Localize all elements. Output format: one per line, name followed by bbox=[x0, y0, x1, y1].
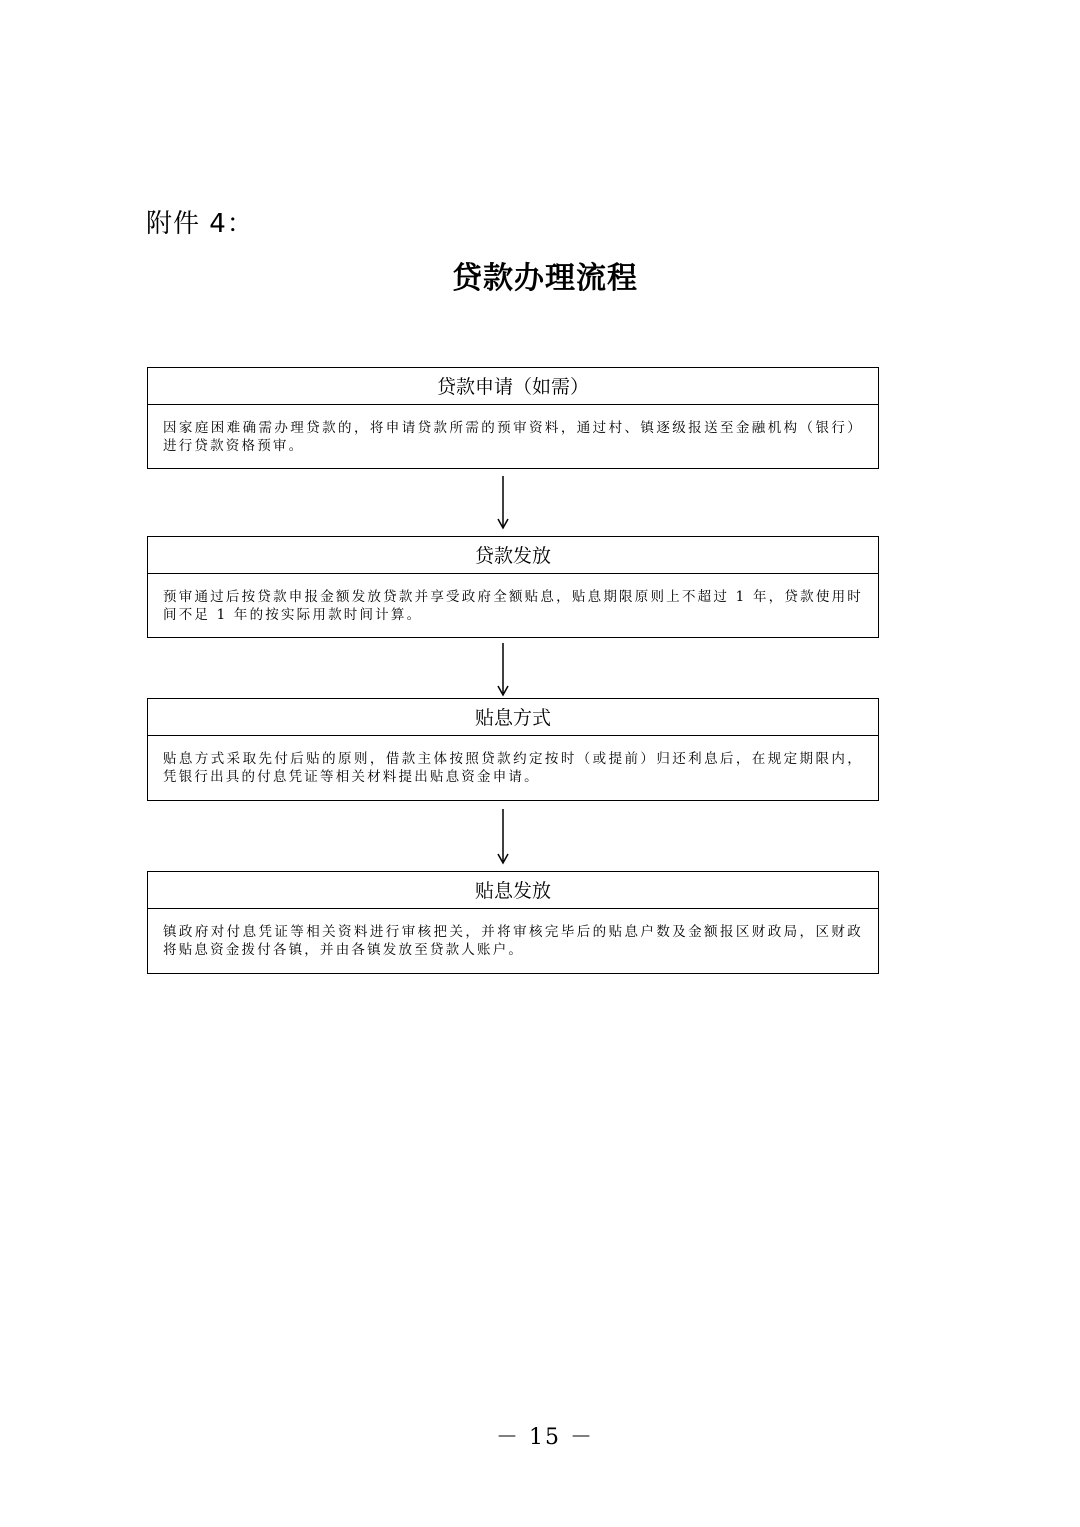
flow-arrow-down-icon bbox=[494, 643, 512, 697]
step-title: 贷款发放 bbox=[148, 537, 878, 574]
flow-step-loan-disbursement bbox=[147, 536, 879, 638]
flow-step-subsidy-disbursement bbox=[147, 871, 879, 974]
step-description: 因家庭困难确需办理贷款的，将申请贷款所需的预审资料，通过村、镇逐级报送至金融机构（银行）进行贷款资格预审。 bbox=[163, 420, 863, 454]
step-title: 贴息方式 bbox=[148, 699, 878, 736]
flow-step-loan-application bbox=[147, 367, 879, 469]
step-title: 贷款申请（如需） bbox=[148, 368, 878, 405]
step-description: 镇政府对付息凭证等相关资料进行审核把关，并将审核完毕后的贴息户数及金额报区财政局，区财政将贴息资金拨付各镇，并由各镇发放至贷款人账户。 bbox=[163, 924, 863, 958]
flow-step-subsidy-method bbox=[147, 698, 879, 801]
flow-arrow-down-icon bbox=[494, 809, 512, 865]
flow-arrow-down-icon bbox=[494, 476, 512, 530]
document-title: 贷款办理流程 bbox=[452, 261, 638, 296]
page-number: － 15 － bbox=[496, 1425, 594, 1450]
attachment-label: 附件 4： bbox=[146, 209, 254, 239]
step-description: 预审通过后按贷款申报金额发放贷款并享受政府全额贴息，贴息期限原则上不超过 1 年，贷款使用时间不足 1 年的按实际用款时间计算。 bbox=[163, 589, 863, 623]
step-title: 贴息发放 bbox=[148, 872, 878, 909]
step-description: 贴息方式采取先付后贴的原则，借款主体按照贷款约定按时（或提前）归还利息后，在规定期限内，凭银行出具的付息凭证等相关材料提出贴息资金申请。 bbox=[163, 751, 863, 785]
